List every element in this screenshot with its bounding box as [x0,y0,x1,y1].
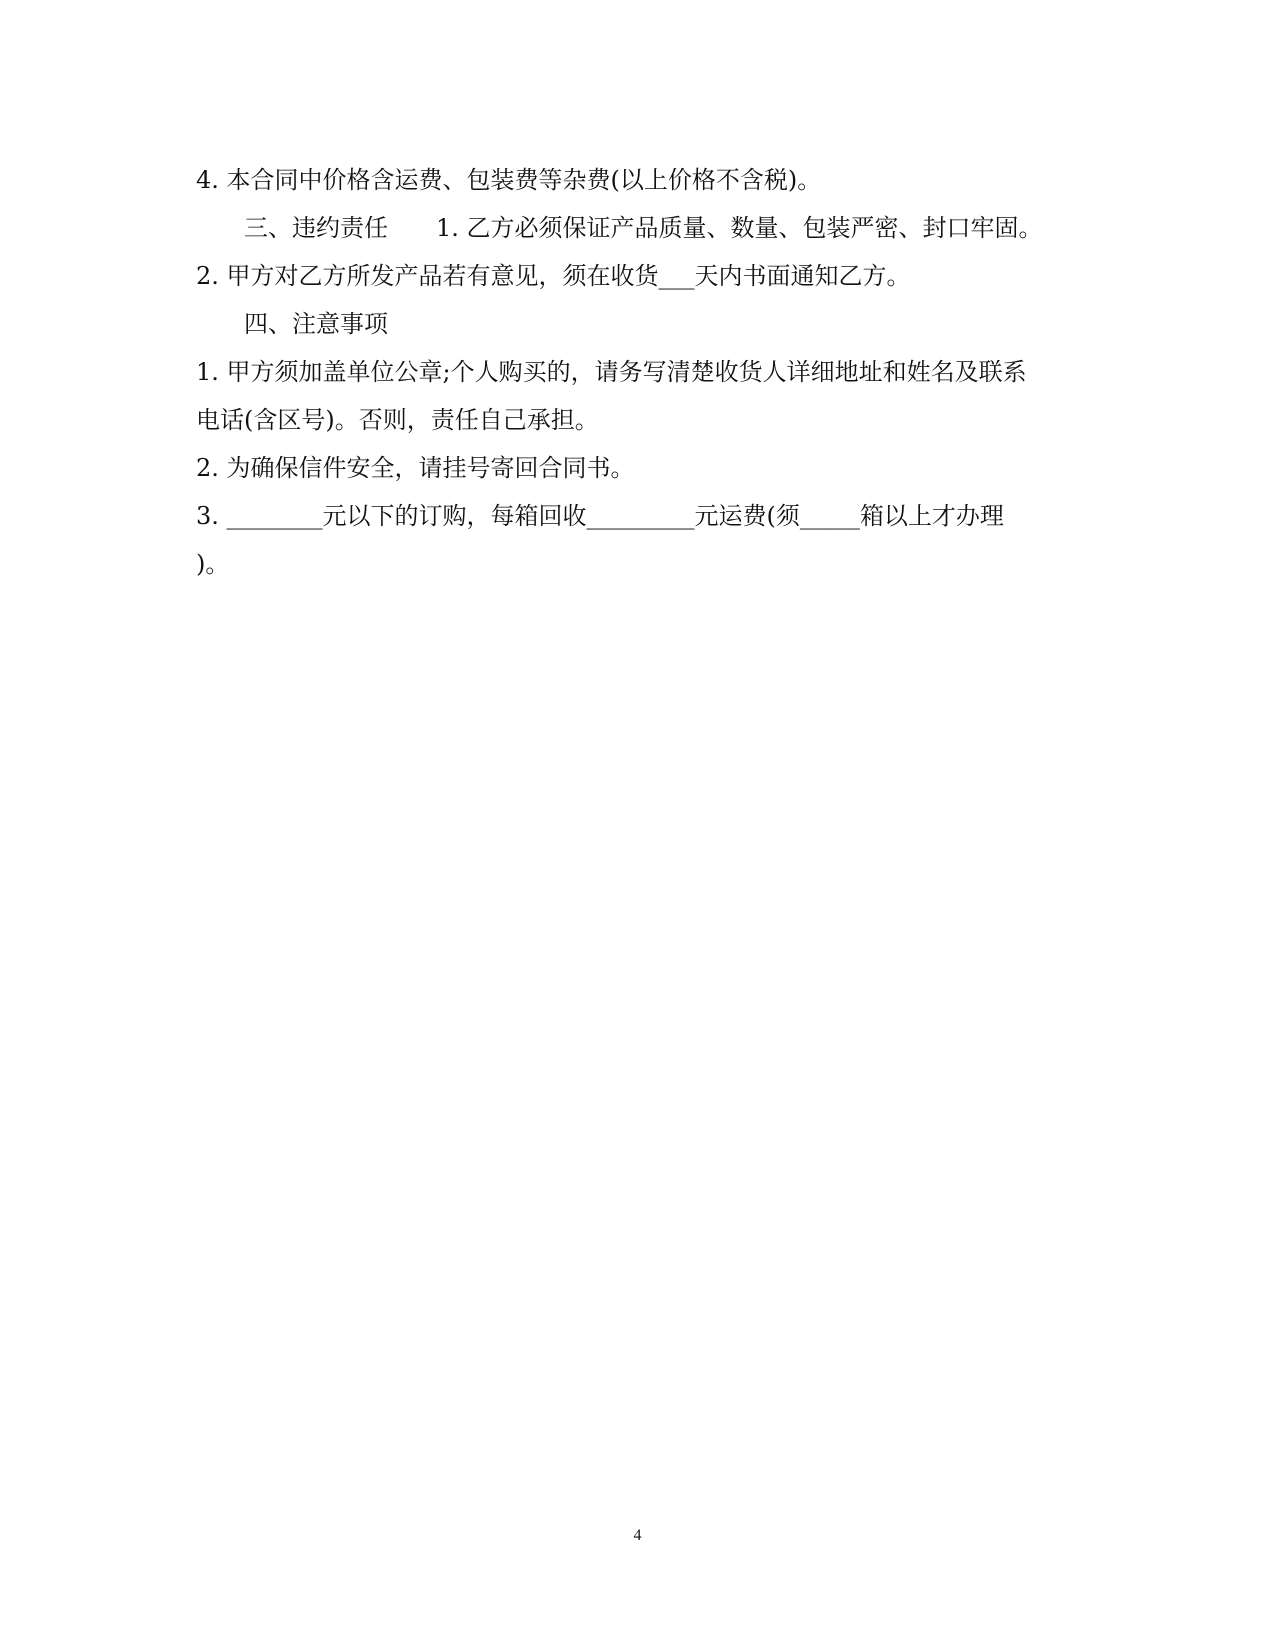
note-3-line-a: 3. ________元以下的订购，每箱回收_________元运费(须_____箱以上才办理 [196,502,1004,530]
note-3-line-b: )。 [196,550,230,578]
clause-4-price-line: 4. 本合同中价格含运费、包装费等杂费(以上价格不含税)。 [196,166,822,194]
note-1-line-a: 1. 甲方须加盖单位公章;个人购买的，请务写清楚收货人详细地址和姓名及联系 [196,358,1027,386]
page-number: 4 [633,1527,642,1544]
clause-2-objection-line: 2. 甲方对乙方所发产品若有意见，须在收货___天内书面通知乙方。 [196,262,911,290]
section-breach-liability: 三、违约责任 1. 乙方必须保证产品质量、数量、包装严密、封口牢固。 [244,214,1043,242]
note-1-line-b: 电话(含区号)。否则，责任自己承担。 [196,406,599,434]
note-2-line: 2. 为确保信件安全，请挂号寄回合同书。 [196,454,635,482]
section-notes-heading: 四、注意事项 [244,310,388,338]
document-body [196,156,1076,588]
